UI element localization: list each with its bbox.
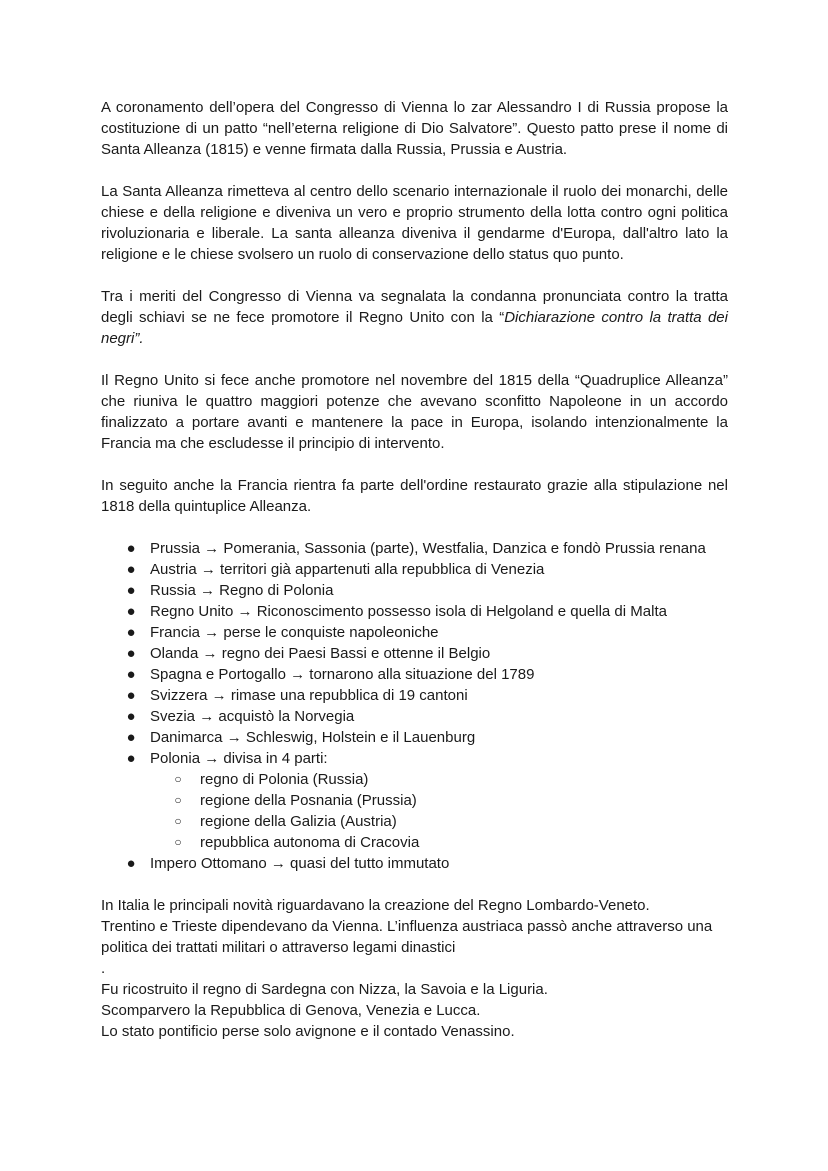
bullet-icon: ●: [126, 708, 136, 725]
bullet-icon: ●: [126, 687, 136, 704]
closing-line-sardegna: Fu ricostruito il regno di Sardegna con Nizza, la Savoia e la Liguria.: [101, 981, 548, 998]
list-item-text: Svezia → acquistò la Norvegia: [150, 708, 355, 725]
closing-line-stato-pontificio: Lo stato pontificio perse solo avignone e il contado Venassino.: [101, 1023, 515, 1040]
list-item: [101, 664, 728, 685]
bullet-icon: ●: [126, 750, 136, 767]
list-item: [101, 643, 728, 664]
list-item-text: Austria → territori già appartenuti alla repubblica di Venezia: [150, 561, 545, 578]
paragraph-tratta-italic: Dichiarazione contro la tratta dei negri”.: [101, 309, 728, 347]
list-item-text: Impero Ottomano → quasi del tutto immutato: [150, 855, 450, 872]
closing-line-repubbliche: Scomparvero la Repubblica di Genova, Venezia e Lucca.: [101, 1002, 481, 1019]
list-item-polonia: [101, 748, 728, 853]
closing-line-trentino: Trentino e Trieste dipendevano da Vienna. L’influenza austriaca passò anche attraverso una politica dei trattati militari o attraverso legami dinastici: [101, 918, 713, 956]
hollow-bullet-icon: ○: [174, 793, 182, 807]
paragraph-quadruplice-alleanza: Il Regno Unito si fece anche promotore nel novembre del 1815 della “Quadruplice Alleanza” che riuniva le quattro maggiori potenze che avevano sconfitto Napoleone in un accordo finalizzato a portare avanti e mantenere la pace in Europa, isolando intenzionalmente la Francia ma che escludesse il principio di intervento.: [101, 372, 728, 452]
list-item-text: Polonia → divisa in 4 parti:: [150, 750, 328, 767]
paragraph-quintuplice-alleanza: In seguito anche la Francia rientra fa parte dell'ordine restaurato grazie alla stipulazione nel 1818 della quintuplice Alleanza.: [101, 477, 728, 515]
list-item: [101, 580, 728, 601]
bullet-icon: ●: [126, 603, 136, 620]
sublist-item: [150, 811, 728, 832]
closing-line-lombardo-veneto: In Italia le principali novità riguardavano la creazione del Regno Lombardo-Veneto.: [101, 897, 650, 914]
paragraph-santa-alleanza-intro: A coronamento dell’opera del Congresso di Vienna lo zar Alessandro I di Russia propose la costituzione di un patto “nell’eterna religione di Dio Salvatore”. Questo patto prese il nome di Santa Alleanza (1815) e venne firmata dalla Russia, Prussia e Austria.: [101, 99, 728, 158]
paragraph-santa-alleanza-role: La Santa Alleanza rimetteva al centro dello scenario internazionale il ruolo dei monarchi, delle chiese e della religione e diveniva un vero e proprio strumento della lotta contro ogni politica rivoluzionaria e liberale. La santa alleanza diveniva il gendarme d'Europa, dall'altro lato la religione e le chiese svolsero un ruolo di conservazione dello status quo punto.: [101, 183, 728, 263]
paragraph-tratta-text: Tra i meriti del Congresso di Vienna va segnalata la condanna pronunciata contro la tratta degli schiavi se ne fece promotore il Regno Unito con la “: [101, 288, 728, 326]
sublist-item-text: regione della Posnania (Prussia): [200, 792, 417, 809]
list-item: [101, 559, 728, 580]
bullet-icon: ●: [126, 540, 136, 557]
bullet-icon: ●: [126, 729, 136, 746]
bullet-icon: ●: [126, 582, 136, 599]
sublist-item: [150, 832, 728, 853]
sublist-item: [150, 769, 728, 790]
list-item-text: Francia → perse le conquiste napoleoniche: [150, 624, 439, 641]
list-item: [101, 622, 728, 643]
bullet-icon: ●: [126, 645, 136, 662]
sublist-item: [150, 790, 728, 811]
list-item-text: Danimarca → Schleswig, Holstein e il Lauenburg: [150, 729, 476, 746]
bullet-icon: ●: [126, 624, 136, 641]
list-item: [101, 853, 728, 874]
hollow-bullet-icon: ○: [174, 814, 182, 828]
list-item-text: Regno Unito → Riconoscimento possesso isola di Helgoland e quella di Malta: [150, 603, 667, 620]
list-item: [101, 727, 728, 748]
list-item-text: Olanda → regno dei Paesi Bassi e ottenne il Belgio: [150, 645, 491, 662]
sublist-item-text: regno di Polonia (Russia): [200, 771, 369, 788]
document-page: [101, 97, 728, 1042]
closing-stray-dot: .: [101, 960, 106, 977]
list-item-text: Russia → Regno di Polonia: [150, 582, 334, 599]
list-item: [101, 685, 728, 706]
list-item: [101, 706, 728, 727]
list-item: [101, 538, 728, 559]
list-item-text: Spagna e Portogallo → tornarono alla situazione del 1789: [150, 666, 535, 683]
bullet-icon: ●: [126, 561, 136, 578]
list-item: [101, 601, 728, 622]
bullet-icon: ●: [126, 855, 136, 872]
territorial-changes-list: [101, 538, 728, 874]
bullet-icon: ●: [126, 666, 136, 683]
hollow-bullet-icon: ○: [174, 835, 182, 849]
sublist-item-text: regione della Galizia (Austria): [200, 813, 397, 830]
sublist-item-text: repubblica autonoma di Cracovia: [200, 834, 420, 851]
list-item-text: Svizzera → rimase una repubblica di 19 cantoni: [150, 687, 468, 704]
polonia-sublist: [150, 769, 728, 853]
list-item-text: Prussia → Pomerania, Sassonia (parte), Westfalia, Danzica e fondò Prussia renana: [150, 540, 706, 557]
paragraph-tratta-schiavi: [101, 286, 728, 349]
hollow-bullet-icon: ○: [174, 772, 182, 786]
